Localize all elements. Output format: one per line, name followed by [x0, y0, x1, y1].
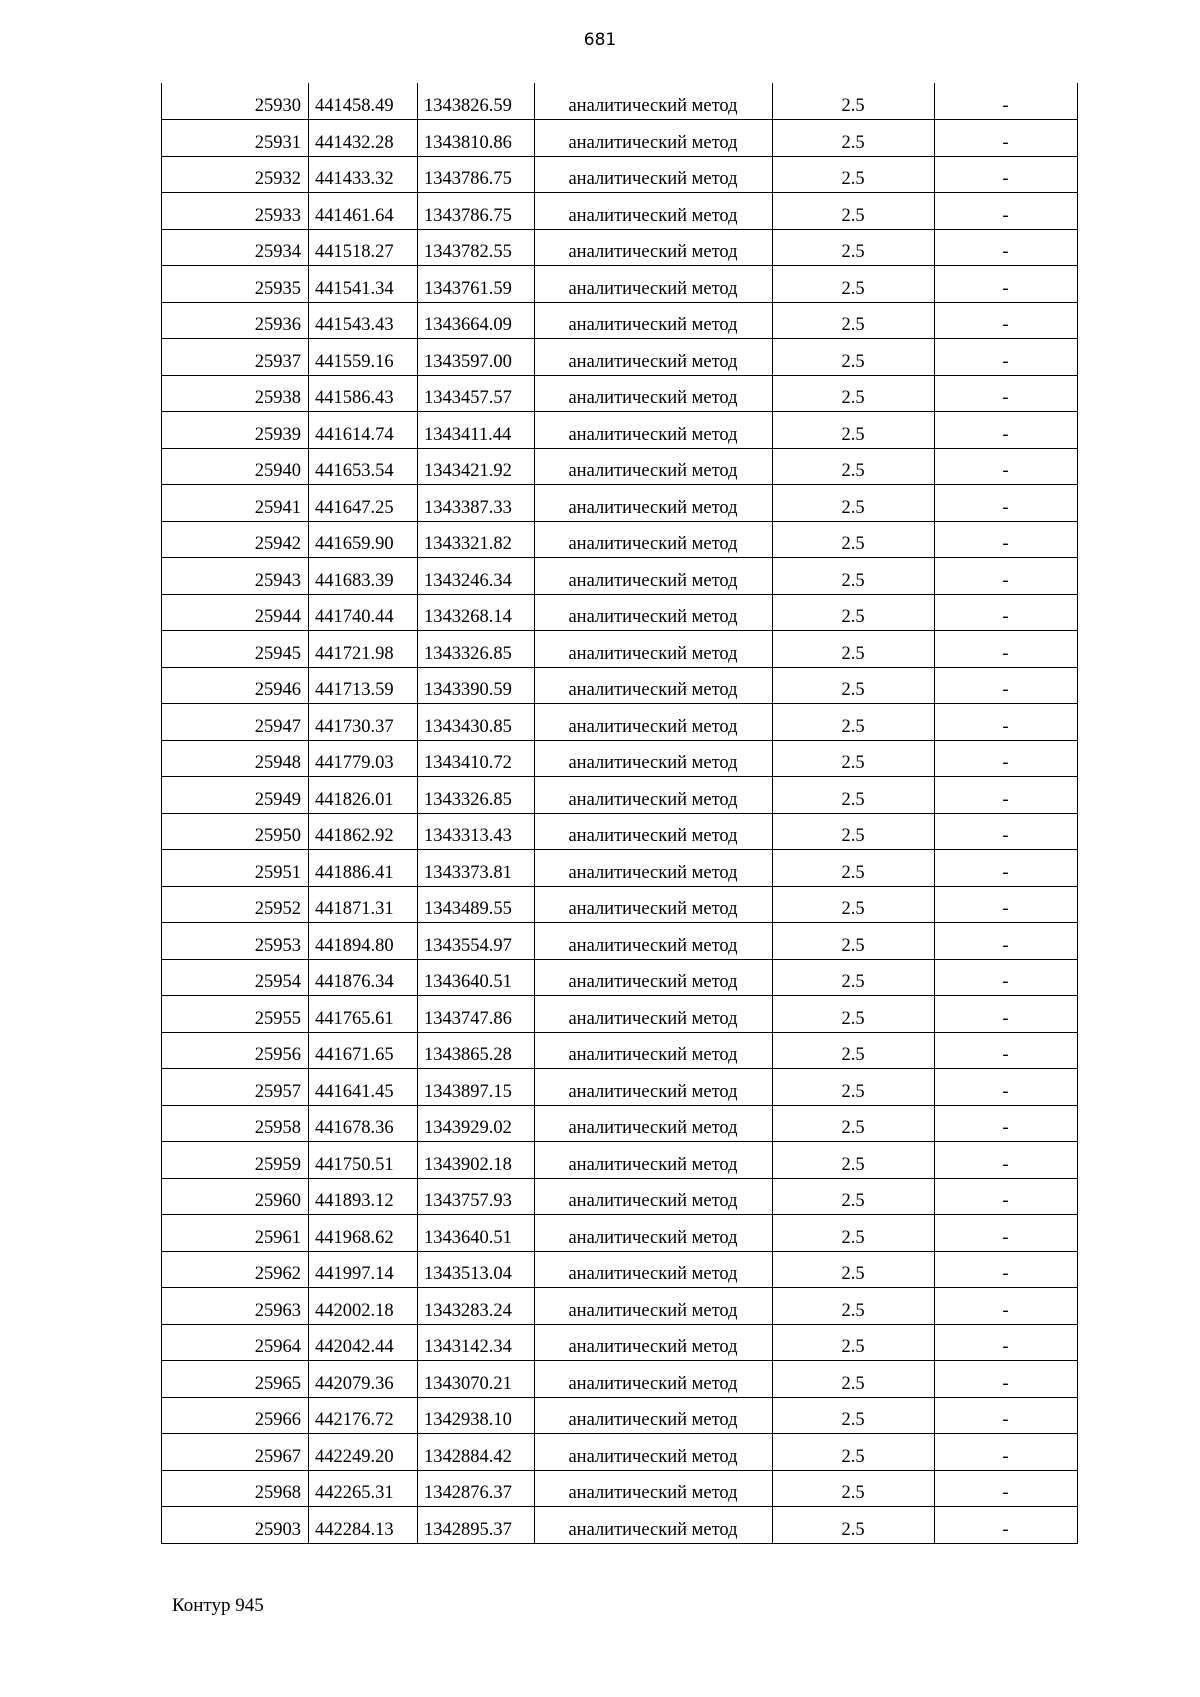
point-id-cell: 25956	[162, 1032, 309, 1069]
accuracy-cell: 2.5	[773, 594, 935, 631]
table-row	[162, 1069, 1078, 1106]
note-cell: -	[935, 813, 1078, 850]
y-coordinate-cell: 1343782.55	[418, 229, 535, 266]
y-coordinate-cell: 1343321.82	[418, 521, 535, 558]
x-coordinate-cell: 441721.98	[309, 631, 418, 668]
y-coordinate-cell: 1343142.34	[418, 1324, 535, 1361]
accuracy-cell: 2.5	[773, 1470, 935, 1507]
accuracy-cell: 2.5	[773, 83, 935, 120]
accuracy-cell: 2.5	[773, 339, 935, 376]
point-id-cell: 25936	[162, 302, 309, 339]
x-coordinate-cell: 441862.92	[309, 813, 418, 850]
point-id-cell: 25932	[162, 156, 309, 193]
method-cell: аналитический метод	[535, 1105, 773, 1142]
x-coordinate-cell: 442176.72	[309, 1397, 418, 1434]
point-id-cell: 25938	[162, 375, 309, 412]
accuracy-cell: 2.5	[773, 777, 935, 814]
accuracy-cell: 2.5	[773, 1032, 935, 1069]
contour-label: Контур 945	[172, 1595, 264, 1616]
method-cell: аналитический метод	[535, 1032, 773, 1069]
note-cell: -	[935, 631, 1078, 668]
table-row	[162, 704, 1078, 741]
point-id-cell: 25931	[162, 120, 309, 157]
x-coordinate-cell: 441683.39	[309, 558, 418, 595]
accuracy-cell: 2.5	[773, 1251, 935, 1288]
x-coordinate-cell: 441765.61	[309, 996, 418, 1033]
point-id-cell: 25965	[162, 1361, 309, 1398]
note-cell: -	[935, 521, 1078, 558]
x-coordinate-cell: 441871.31	[309, 886, 418, 923]
table-row	[162, 1032, 1078, 1069]
point-id-cell: 25954	[162, 959, 309, 996]
y-coordinate-cell: 1343929.02	[418, 1105, 535, 1142]
table-row	[162, 667, 1078, 704]
method-cell: аналитический метод	[535, 594, 773, 631]
accuracy-cell: 2.5	[773, 448, 935, 485]
x-coordinate-cell: 441893.12	[309, 1178, 418, 1215]
x-coordinate-cell: 441740.44	[309, 594, 418, 631]
note-cell: -	[935, 83, 1078, 120]
point-id-cell: 25939	[162, 412, 309, 449]
accuracy-cell: 2.5	[773, 923, 935, 960]
method-cell: аналитический метод	[535, 83, 773, 120]
note-cell: -	[935, 1178, 1078, 1215]
accuracy-cell: 2.5	[773, 485, 935, 522]
y-coordinate-cell: 1343597.00	[418, 339, 535, 376]
point-id-cell: 25958	[162, 1105, 309, 1142]
y-coordinate-cell: 1343390.59	[418, 667, 535, 704]
point-id-cell: 25950	[162, 813, 309, 850]
coordinates-table	[161, 83, 1078, 1544]
table-row	[162, 996, 1078, 1033]
y-coordinate-cell: 1343326.85	[418, 777, 535, 814]
table-row	[162, 850, 1078, 887]
point-id-cell: 25941	[162, 485, 309, 522]
accuracy-cell: 2.5	[773, 850, 935, 887]
point-id-cell: 25957	[162, 1069, 309, 1106]
table-row	[162, 1324, 1078, 1361]
method-cell: аналитический метод	[535, 886, 773, 923]
y-coordinate-cell: 1343640.51	[418, 1215, 535, 1252]
point-id-cell: 25968	[162, 1470, 309, 1507]
y-coordinate-cell: 1343761.59	[418, 266, 535, 303]
method-cell: аналитический метод	[535, 1178, 773, 1215]
y-coordinate-cell: 1343410.72	[418, 740, 535, 777]
accuracy-cell: 2.5	[773, 1142, 935, 1179]
x-coordinate-cell: 441671.65	[309, 1032, 418, 1069]
x-coordinate-cell: 441614.74	[309, 412, 418, 449]
y-coordinate-cell: 1343268.14	[418, 594, 535, 631]
method-cell: аналитический метод	[535, 156, 773, 193]
method-cell: аналитический метод	[535, 631, 773, 668]
point-id-cell: 25964	[162, 1324, 309, 1361]
y-coordinate-cell: 1343246.34	[418, 558, 535, 595]
point-id-cell: 25933	[162, 193, 309, 230]
point-id-cell: 25955	[162, 996, 309, 1033]
method-cell: аналитический метод	[535, 1361, 773, 1398]
x-coordinate-cell: 442265.31	[309, 1470, 418, 1507]
note-cell: -	[935, 704, 1078, 741]
x-coordinate-cell: 441433.32	[309, 156, 418, 193]
note-cell: -	[935, 1105, 1078, 1142]
note-cell: -	[935, 448, 1078, 485]
note-cell: -	[935, 339, 1078, 376]
table-row	[162, 521, 1078, 558]
x-coordinate-cell: 442042.44	[309, 1324, 418, 1361]
point-id-cell: 25967	[162, 1434, 309, 1471]
method-cell: аналитический метод	[535, 1288, 773, 1325]
note-cell: -	[935, 850, 1078, 887]
accuracy-cell: 2.5	[773, 959, 935, 996]
table-row	[162, 1470, 1078, 1507]
x-coordinate-cell: 441997.14	[309, 1251, 418, 1288]
y-coordinate-cell: 1343283.24	[418, 1288, 535, 1325]
note-cell: -	[935, 412, 1078, 449]
x-coordinate-cell: 441541.34	[309, 266, 418, 303]
method-cell: аналитический метод	[535, 996, 773, 1033]
method-cell: аналитический метод	[535, 229, 773, 266]
method-cell: аналитический метод	[535, 740, 773, 777]
y-coordinate-cell: 1343810.86	[418, 120, 535, 157]
note-cell: -	[935, 302, 1078, 339]
coordinates-table-body	[162, 83, 1078, 1543]
x-coordinate-cell: 441968.62	[309, 1215, 418, 1252]
point-id-cell: 25947	[162, 704, 309, 741]
table-row	[162, 1142, 1078, 1179]
x-coordinate-cell: 441543.43	[309, 302, 418, 339]
note-cell: -	[935, 777, 1078, 814]
method-cell: аналитический метод	[535, 777, 773, 814]
point-id-cell: 25948	[162, 740, 309, 777]
point-id-cell: 25943	[162, 558, 309, 595]
method-cell: аналитический метод	[535, 1434, 773, 1471]
table-row	[162, 1288, 1078, 1325]
table-row	[162, 339, 1078, 376]
table-row	[162, 83, 1078, 120]
x-coordinate-cell: 441659.90	[309, 521, 418, 558]
method-cell: аналитический метод	[535, 1470, 773, 1507]
method-cell: аналитический метод	[535, 193, 773, 230]
x-coordinate-cell: 441713.59	[309, 667, 418, 704]
accuracy-cell: 2.5	[773, 1434, 935, 1471]
point-id-cell: 25930	[162, 83, 309, 120]
y-coordinate-cell: 1343513.04	[418, 1251, 535, 1288]
point-id-cell: 25945	[162, 631, 309, 668]
table-row	[162, 1215, 1078, 1252]
accuracy-cell: 2.5	[773, 631, 935, 668]
y-coordinate-cell: 1342895.37	[418, 1507, 535, 1544]
method-cell: аналитический метод	[535, 375, 773, 412]
note-cell: -	[935, 558, 1078, 595]
note-cell: -	[935, 193, 1078, 230]
note-cell: -	[935, 996, 1078, 1033]
point-id-cell: 25966	[162, 1397, 309, 1434]
y-coordinate-cell: 1343489.55	[418, 886, 535, 923]
method-cell: аналитический метод	[535, 302, 773, 339]
method-cell: аналитический метод	[535, 485, 773, 522]
accuracy-cell: 2.5	[773, 667, 935, 704]
y-coordinate-cell: 1343897.15	[418, 1069, 535, 1106]
table-row	[162, 594, 1078, 631]
y-coordinate-cell: 1343430.85	[418, 704, 535, 741]
note-cell: -	[935, 375, 1078, 412]
table-row	[162, 229, 1078, 266]
accuracy-cell: 2.5	[773, 1397, 935, 1434]
method-cell: аналитический метод	[535, 923, 773, 960]
note-cell: -	[935, 667, 1078, 704]
table-row	[162, 1397, 1078, 1434]
table-row	[162, 813, 1078, 850]
y-coordinate-cell: 1343326.85	[418, 631, 535, 668]
table-row	[162, 1361, 1078, 1398]
method-cell: аналитический метод	[535, 704, 773, 741]
note-cell: -	[935, 886, 1078, 923]
x-coordinate-cell: 441886.41	[309, 850, 418, 887]
x-coordinate-cell: 441458.49	[309, 83, 418, 120]
y-coordinate-cell: 1343387.33	[418, 485, 535, 522]
x-coordinate-cell: 441876.34	[309, 959, 418, 996]
note-cell: -	[935, 1215, 1078, 1252]
accuracy-cell: 2.5	[773, 120, 935, 157]
method-cell: аналитический метод	[535, 448, 773, 485]
y-coordinate-cell: 1343786.75	[418, 193, 535, 230]
table-row	[162, 193, 1078, 230]
table-row	[162, 886, 1078, 923]
accuracy-cell: 2.5	[773, 996, 935, 1033]
y-coordinate-cell: 1343313.43	[418, 813, 535, 850]
table-row	[162, 266, 1078, 303]
note-cell: -	[935, 1397, 1078, 1434]
note-cell: -	[935, 959, 1078, 996]
note-cell: -	[935, 1142, 1078, 1179]
x-coordinate-cell: 442249.20	[309, 1434, 418, 1471]
y-coordinate-cell: 1343865.28	[418, 1032, 535, 1069]
accuracy-cell: 2.5	[773, 1361, 935, 1398]
method-cell: аналитический метод	[535, 120, 773, 157]
note-cell: -	[935, 1288, 1078, 1325]
accuracy-cell: 2.5	[773, 266, 935, 303]
note-cell: -	[935, 156, 1078, 193]
x-coordinate-cell: 442002.18	[309, 1288, 418, 1325]
point-id-cell: 25959	[162, 1142, 309, 1179]
x-coordinate-cell: 441750.51	[309, 1142, 418, 1179]
accuracy-cell: 2.5	[773, 704, 935, 741]
x-coordinate-cell: 441518.27	[309, 229, 418, 266]
x-coordinate-cell: 441586.43	[309, 375, 418, 412]
method-cell: аналитический метод	[535, 1324, 773, 1361]
table-row	[162, 631, 1078, 668]
point-id-cell: 25962	[162, 1251, 309, 1288]
point-id-cell: 25940	[162, 448, 309, 485]
accuracy-cell: 2.5	[773, 813, 935, 850]
point-id-cell: 25903	[162, 1507, 309, 1544]
table-row	[162, 777, 1078, 814]
method-cell: аналитический метод	[535, 667, 773, 704]
accuracy-cell: 2.5	[773, 156, 935, 193]
table-row	[162, 923, 1078, 960]
accuracy-cell: 2.5	[773, 375, 935, 412]
accuracy-cell: 2.5	[773, 193, 935, 230]
point-id-cell: 25946	[162, 667, 309, 704]
note-cell: -	[935, 266, 1078, 303]
method-cell: аналитический метод	[535, 959, 773, 996]
table-row	[162, 302, 1078, 339]
note-cell: -	[935, 923, 1078, 960]
y-coordinate-cell: 1342876.37	[418, 1470, 535, 1507]
method-cell: аналитический метод	[535, 339, 773, 376]
y-coordinate-cell: 1342884.42	[418, 1434, 535, 1471]
accuracy-cell: 2.5	[773, 1178, 935, 1215]
page-number: 681	[583, 30, 617, 50]
accuracy-cell: 2.5	[773, 521, 935, 558]
x-coordinate-cell: 441678.36	[309, 1105, 418, 1142]
accuracy-cell: 2.5	[773, 1324, 935, 1361]
accuracy-cell: 2.5	[773, 1507, 935, 1544]
accuracy-cell: 2.5	[773, 412, 935, 449]
note-cell: -	[935, 594, 1078, 631]
y-coordinate-cell: 1343826.59	[418, 83, 535, 120]
accuracy-cell: 2.5	[773, 1215, 935, 1252]
y-coordinate-cell: 1343411.44	[418, 412, 535, 449]
method-cell: аналитический метод	[535, 1397, 773, 1434]
method-cell: аналитический метод	[535, 266, 773, 303]
table-row	[162, 959, 1078, 996]
point-id-cell: 25961	[162, 1215, 309, 1252]
x-coordinate-cell: 442284.13	[309, 1507, 418, 1544]
accuracy-cell: 2.5	[773, 740, 935, 777]
y-coordinate-cell: 1343664.09	[418, 302, 535, 339]
method-cell: аналитический метод	[535, 1507, 773, 1544]
table-row	[162, 558, 1078, 595]
method-cell: аналитический метод	[535, 1142, 773, 1179]
note-cell: -	[935, 1507, 1078, 1544]
y-coordinate-cell: 1343457.57	[418, 375, 535, 412]
point-id-cell: 25952	[162, 886, 309, 923]
accuracy-cell: 2.5	[773, 302, 935, 339]
note-cell: -	[935, 1324, 1078, 1361]
table-row	[162, 1105, 1078, 1142]
accuracy-cell: 2.5	[773, 886, 935, 923]
note-cell: -	[935, 120, 1078, 157]
y-coordinate-cell: 1343070.21	[418, 1361, 535, 1398]
x-coordinate-cell: 441432.28	[309, 120, 418, 157]
x-coordinate-cell: 441894.80	[309, 923, 418, 960]
y-coordinate-cell: 1343640.51	[418, 959, 535, 996]
x-coordinate-cell: 442079.36	[309, 1361, 418, 1398]
note-cell: -	[935, 1251, 1078, 1288]
y-coordinate-cell: 1343421.92	[418, 448, 535, 485]
table-row	[162, 740, 1078, 777]
note-cell: -	[935, 1069, 1078, 1106]
x-coordinate-cell: 441730.37	[309, 704, 418, 741]
table-row	[162, 1434, 1078, 1471]
point-id-cell: 25949	[162, 777, 309, 814]
point-id-cell: 25963	[162, 1288, 309, 1325]
note-cell: -	[935, 1470, 1078, 1507]
x-coordinate-cell: 441559.16	[309, 339, 418, 376]
y-coordinate-cell: 1343747.86	[418, 996, 535, 1033]
point-id-cell: 25935	[162, 266, 309, 303]
method-cell: аналитический метод	[535, 850, 773, 887]
table-row	[162, 156, 1078, 193]
accuracy-cell: 2.5	[773, 1288, 935, 1325]
x-coordinate-cell: 441641.45	[309, 1069, 418, 1106]
y-coordinate-cell: 1343554.97	[418, 923, 535, 960]
note-cell: -	[935, 1361, 1078, 1398]
y-coordinate-cell: 1343757.93	[418, 1178, 535, 1215]
table-row	[162, 412, 1078, 449]
table-row	[162, 1251, 1078, 1288]
x-coordinate-cell: 441461.64	[309, 193, 418, 230]
method-cell: аналитический метод	[535, 1069, 773, 1106]
method-cell: аналитический метод	[535, 1215, 773, 1252]
point-id-cell: 25953	[162, 923, 309, 960]
x-coordinate-cell: 441826.01	[309, 777, 418, 814]
x-coordinate-cell: 441647.25	[309, 485, 418, 522]
y-coordinate-cell: 1343786.75	[418, 156, 535, 193]
accuracy-cell: 2.5	[773, 229, 935, 266]
point-id-cell: 25944	[162, 594, 309, 631]
table-row	[162, 448, 1078, 485]
note-cell: -	[935, 485, 1078, 522]
accuracy-cell: 2.5	[773, 1105, 935, 1142]
point-id-cell: 25960	[162, 1178, 309, 1215]
method-cell: аналитический метод	[535, 521, 773, 558]
table-row	[162, 120, 1078, 157]
x-coordinate-cell: 441779.03	[309, 740, 418, 777]
y-coordinate-cell: 1343373.81	[418, 850, 535, 887]
x-coordinate-cell: 441653.54	[309, 448, 418, 485]
method-cell: аналитический метод	[535, 813, 773, 850]
method-cell: аналитический метод	[535, 558, 773, 595]
accuracy-cell: 2.5	[773, 558, 935, 595]
table-row	[162, 485, 1078, 522]
table-row	[162, 375, 1078, 412]
point-id-cell: 25934	[162, 229, 309, 266]
y-coordinate-cell: 1343902.18	[418, 1142, 535, 1179]
note-cell: -	[935, 229, 1078, 266]
point-id-cell: 25942	[162, 521, 309, 558]
point-id-cell: 25951	[162, 850, 309, 887]
note-cell: -	[935, 1032, 1078, 1069]
y-coordinate-cell: 1342938.10	[418, 1397, 535, 1434]
method-cell: аналитический метод	[535, 412, 773, 449]
table-row	[162, 1178, 1078, 1215]
note-cell: -	[935, 1434, 1078, 1471]
point-id-cell: 25937	[162, 339, 309, 376]
note-cell: -	[935, 740, 1078, 777]
table-row	[162, 1507, 1078, 1544]
accuracy-cell: 2.5	[773, 1069, 935, 1106]
method-cell: аналитический метод	[535, 1251, 773, 1288]
